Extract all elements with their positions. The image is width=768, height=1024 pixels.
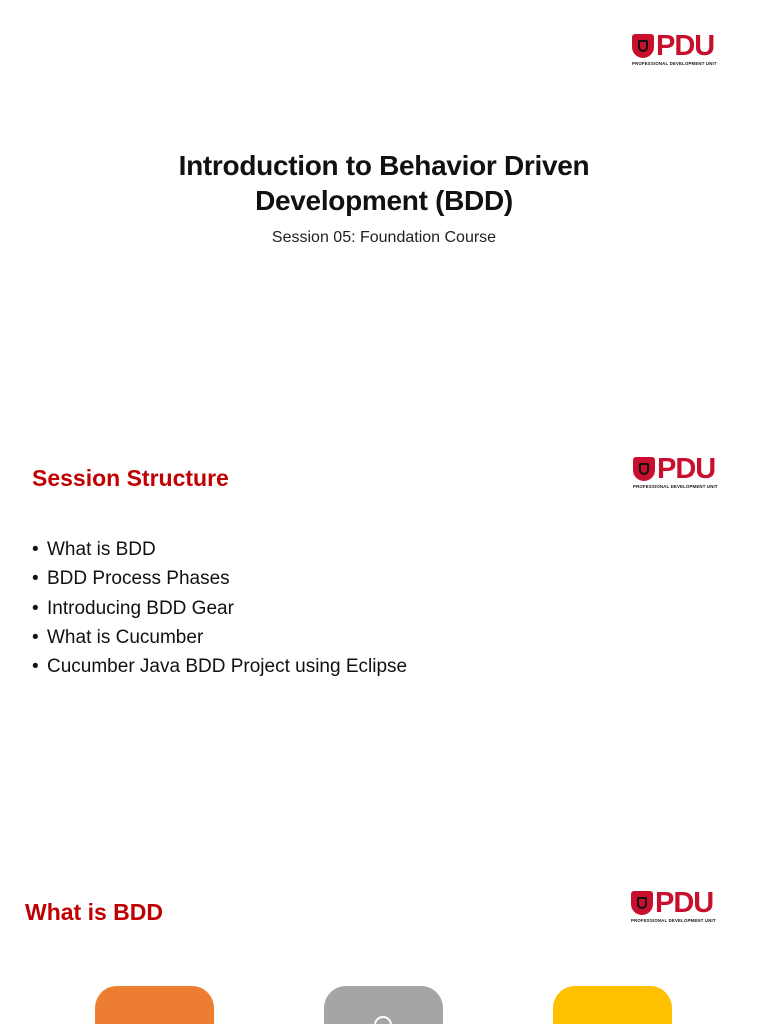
slide-title	[0, 0, 768, 422]
list-item-text: What is BDD	[47, 539, 156, 560]
logo-text: PDU	[656, 30, 715, 62]
list-item	[32, 623, 407, 652]
list-item	[32, 535, 407, 564]
list-item-text: Cucumber Java BDD Project using Eclipse	[47, 656, 408, 678]
pdu-logo	[633, 455, 718, 489]
list-item-text: Introducing BDD Gear	[47, 597, 234, 619]
circle-icon	[374, 1016, 392, 1024]
logo-subtext: PROFESSIONAL DEVELOPMENT UNIT	[633, 484, 718, 489]
bullet-icon: •	[32, 597, 39, 619]
logo-subtext: PROFESSIONAL DEVELOPMENT UNIT	[631, 918, 716, 923]
section-title: Session Structure	[32, 465, 229, 491]
card-yellow	[553, 986, 672, 1024]
logo-text: PDU	[657, 453, 716, 485]
bullet-icon: •	[32, 568, 39, 590]
pdu-logo	[631, 889, 716, 923]
shield-icon	[631, 891, 653, 915]
logo-text: PDU	[655, 887, 714, 919]
card-orange	[95, 986, 214, 1024]
shield-icon	[633, 457, 655, 481]
list-item	[32, 652, 407, 681]
bullet-icon: •	[32, 656, 39, 678]
pdu-logo	[632, 32, 717, 66]
title-line-1: Introduction to Behavior Driven	[178, 150, 590, 181]
shield-icon	[632, 34, 654, 58]
section-title: What is BDD	[25, 899, 163, 925]
title-line-2: Development (BDD)	[255, 185, 513, 216]
list-item-text: What is Cucumber	[47, 626, 204, 648]
logo-subtext: PROFESSIONAL DEVELOPMENT UNIT	[632, 61, 717, 66]
presentation-title	[0, 148, 768, 218]
card-gray	[324, 986, 443, 1024]
presentation-subtitle: Session 05: Foundation Course	[271, 229, 497, 246]
bullet-icon: •	[32, 539, 39, 560]
list-item	[32, 594, 407, 623]
list-item	[32, 564, 407, 593]
list-item-text: BDD Process Phases	[47, 568, 230, 590]
bullet-icon: •	[32, 626, 39, 648]
bullet-list	[32, 535, 407, 681]
